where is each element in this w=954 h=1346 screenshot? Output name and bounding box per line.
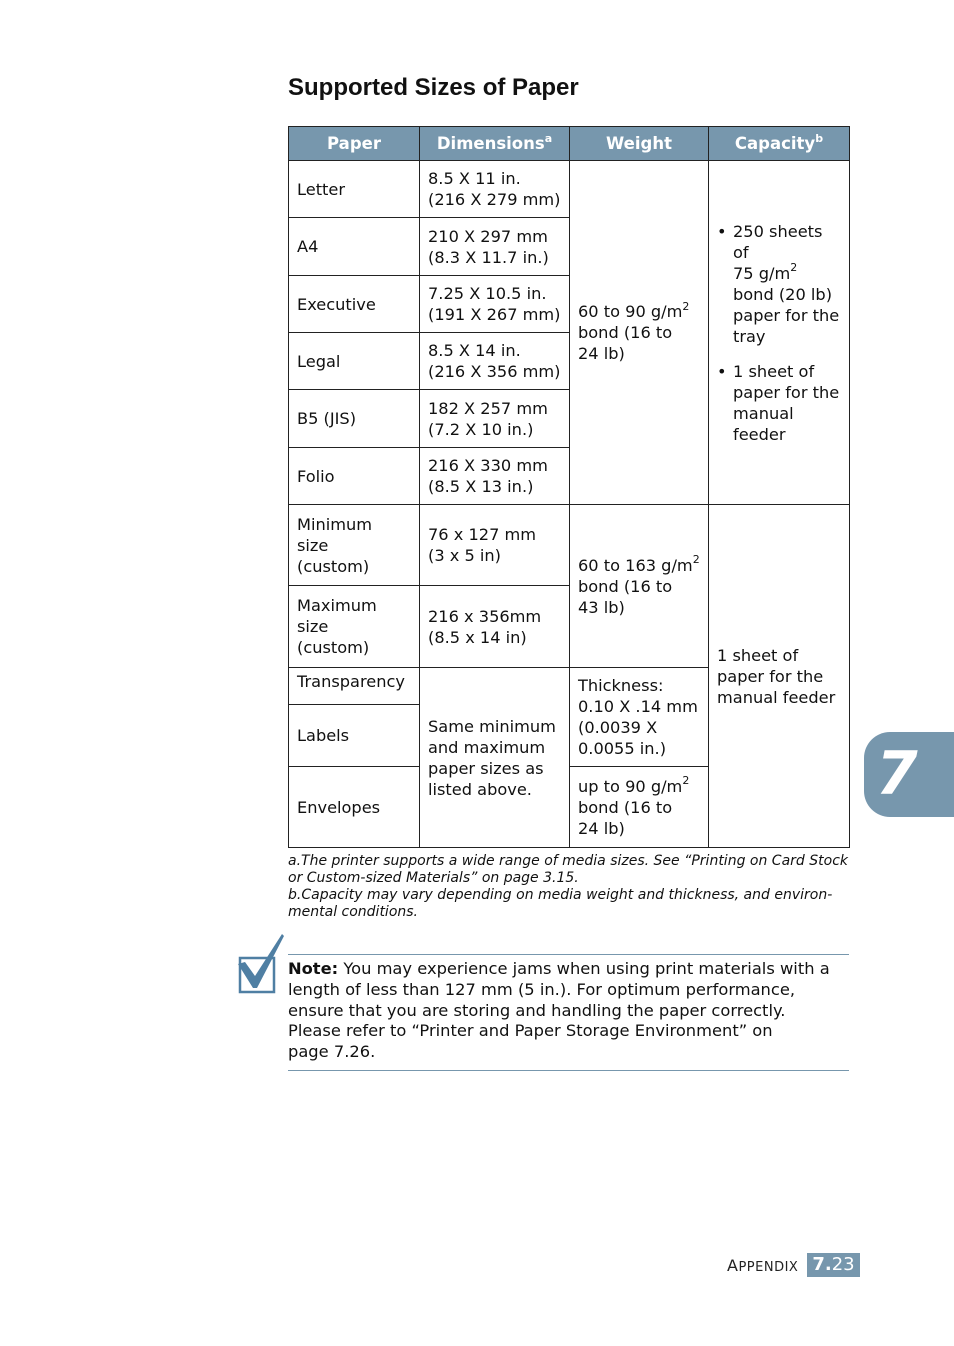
paper-dimensions: 210 X 297 mm (8.3 X 11.7 in.) [420,218,570,276]
paper-dimensions: 216 x 356mm (8.5 x 14 in) [420,586,570,668]
paper-name: Folio [289,448,420,505]
note-text: Note: You may experience jams when using print materials with a length of less than 127 mm (5 in.). For optimum performance, ensure that you are storing and handling the paper correctly. Please refer to “Printer and Paper Storage Environment” on page 7.26. [288,959,830,1062]
table-row [289,161,850,218]
paper-dimensions: 76 x 127 mm (3 x 5 in) [420,505,570,586]
special-dimensions: Same minimum and maximum paper sizes as listed above. [420,668,570,848]
capacity-special: 1 sheet of paper for the manual feeder [709,505,850,848]
header-dimensions: Dimensions$^a$ [420,127,570,161]
checkmark-note-icon [236,932,288,996]
weight-envelope: up to 90 $g/m^2$ bond (16 to 24 lb) [570,767,709,848]
paper-name: Legal [289,333,420,390]
note-top-rule [288,954,849,955]
note-bottom-rule [288,1070,849,1071]
paper-sizes-table [288,126,850,848]
thickness-spec: Thickness: 0.10 X .14 mm (0.0039 X 0.0055 in.) [570,668,709,767]
header-paper: Paper [289,127,420,161]
header-capacity: Capacity$^b$ [709,127,850,161]
paper-dimensions: 8.5 X 14 in. (216 X 356 mm) [420,333,570,390]
page-number: 7.23 [807,1253,860,1277]
paper-dimensions: 7.25 X 10.5 in. (191 X 267 mm) [420,276,570,333]
page-title: Supported Sizes of Paper [288,74,579,101]
table-header-row [289,127,850,161]
table-row [289,505,850,586]
paper-name: Maximum size (custom) [289,586,420,668]
paper-dimensions: 8.5 X 11 in. (216 X 279 mm) [420,161,570,218]
header-weight: Weight [570,127,709,161]
paper-name: B5 (JIS) [289,390,420,448]
chapter-tab-number: 7 [876,739,918,809]
footnote-b: b.Capacity may vary depending on media weight and thickness, and environ- mental conditions. [288,887,833,920]
table-footnotes [288,853,858,921]
paper-name: Transparency [289,668,420,705]
footnote-a: a.The printer supports a wide range of media sizes. See “Printing on Card Stock or Custom-sized Materials” on page 3.15. [288,853,848,886]
weight-custom: 60 to 163 $g/m^2$ bond (16 to 43 lb) [570,505,709,668]
paper-name: Executive [289,276,420,333]
paper-dimensions: 182 X 257 mm (7.2 X 10 in.) [420,390,570,448]
paper-name: A4 [289,218,420,276]
weight-standard: 60 to 90 $g/m^2$ bond (16 to 24 lb) [570,161,709,505]
paper-name: Minimum size (custom) [289,505,420,586]
paper-name: Letter [289,161,420,218]
paper-name: Envelopes [289,767,420,848]
capacity-standard: • 250 sheets of 75 $g/m^2$ bond (20 lb) paper for the tray • 1 sheet of paper for the manual feeder [709,161,850,505]
footer-section-label: APPENDIX [727,1256,799,1275]
paper-dimensions: 216 X 330 mm (8.5 X 13 in.) [420,448,570,505]
paper-name: Labels [289,705,420,767]
